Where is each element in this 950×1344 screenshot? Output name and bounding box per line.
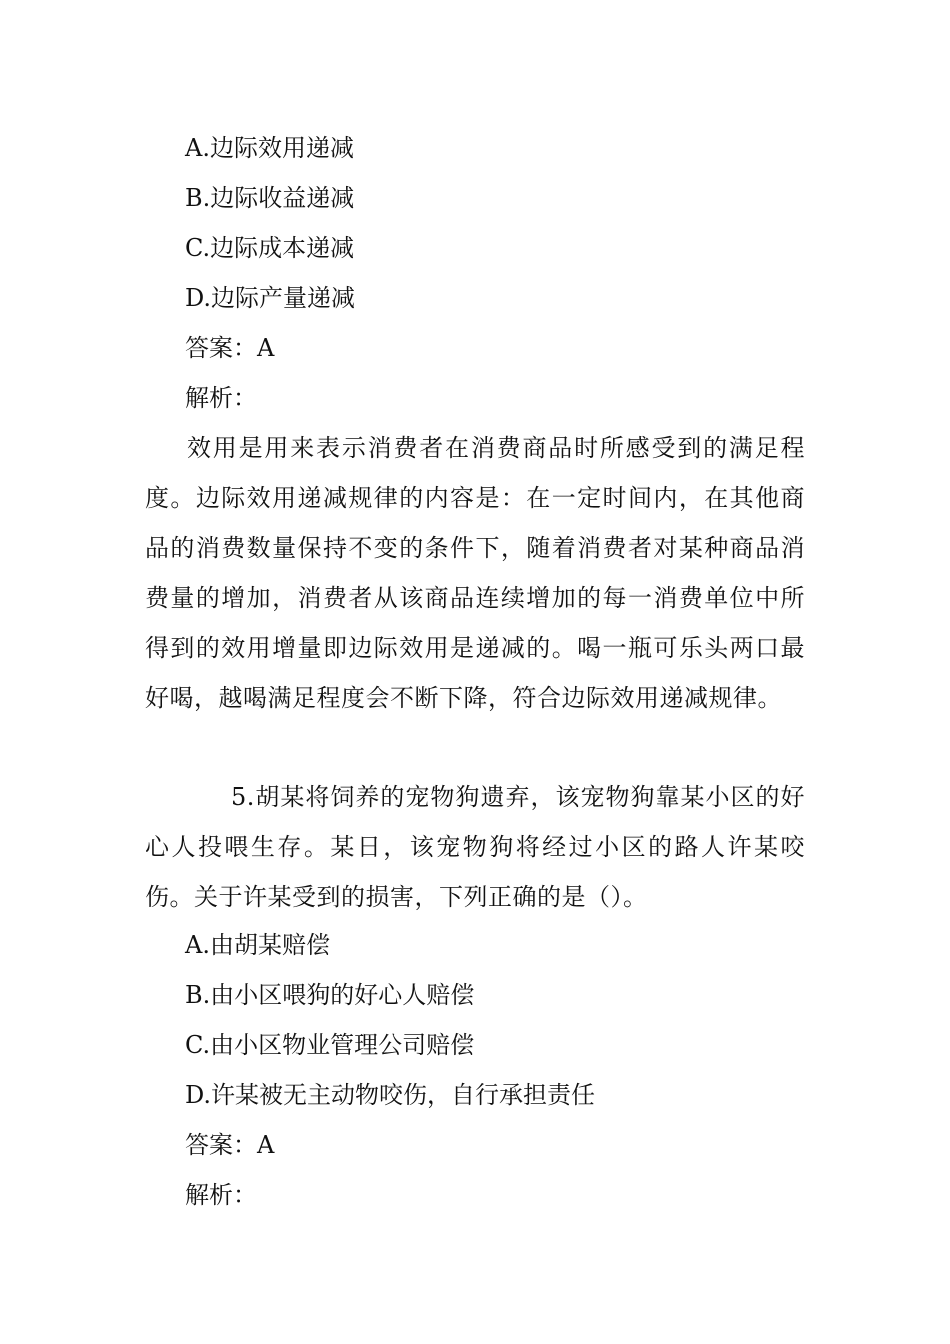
q5-answer: 答案：A <box>185 1131 275 1159</box>
q5-question: 5.胡某将饲养的宠物狗遗弃，该宠物狗靠某小区的好心人投喂生存。某日，该宠物狗将经过小区的路人许某咬伤。关于许某受到的损害，下列正确的是（）。 <box>145 783 805 911</box>
q5-option-c: C.由小区物业管理公司赔偿 <box>185 1031 475 1059</box>
q4-option-c: C.边际成本递减 <box>185 234 355 262</box>
q4-option-d: D.边际产量递减 <box>185 284 356 312</box>
q5-option-b: B.由小区喂狗的好心人赔偿 <box>185 981 475 1009</box>
q5-option-d: D.许某被无主动物咬伤，自行承担责任 <box>185 1081 596 1109</box>
q5-analysis-label: 解析： <box>185 1181 257 1209</box>
q4-analysis-label: 解析： <box>185 384 257 412</box>
q4-option-a: A.边际效用递减 <box>185 134 354 162</box>
q5-option-a: A.由胡某赔偿 <box>185 931 330 959</box>
q4-option-b: B.边际收益递减 <box>185 184 355 212</box>
q4-answer: 答案：A <box>185 334 275 362</box>
q4-analysis-text: 效用是用来表示消费者在消费商品时所感受到的满足程度。边际效用递减规律的内容是：在一定时间内，在其他商品的消费数量保持不变的条件下，随着消费者对某种商品消费量的增加，消费者从该商品连续增加的每一消费单位中所得到的效用增量即边际效用是递减的。喝一瓶可乐头两口最好喝，越喝满足程度会不断下降，符合边际效用递减规律。 <box>145 434 805 712</box>
